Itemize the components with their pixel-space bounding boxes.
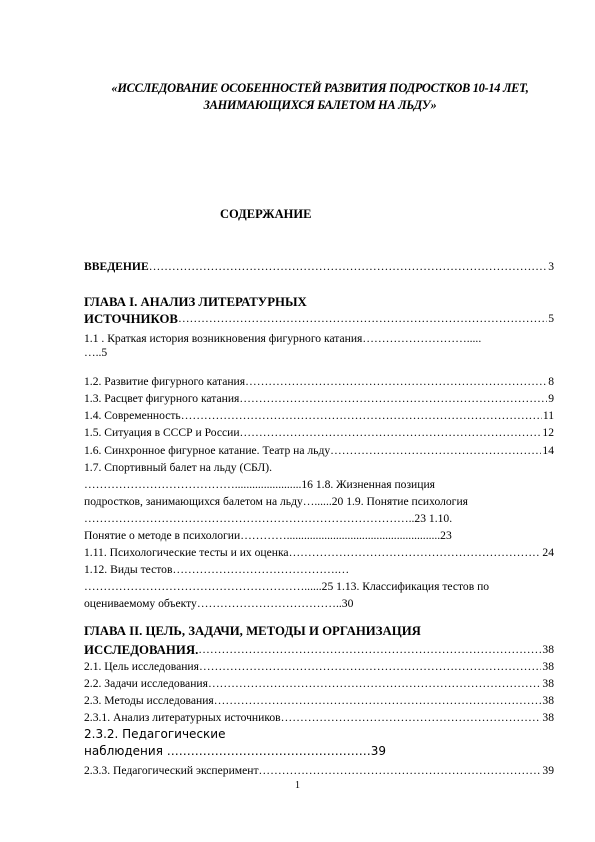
toc-entry-label: 1.5. Ситуация в СССР и России [84,426,240,439]
toc-entry-intro[interactable] [84,260,554,274]
toc-entry-page: 12 [542,426,554,439]
toc-entry-2-1[interactable] [84,660,554,674]
toc-entry-1-9-cont[interactable]: …………………………………………………………………………..23 1.10. [84,512,453,525]
toc-entry-page: 38 [542,660,554,673]
toc-entry-label: 2.3.3. Педагогический эксперимент [84,764,259,777]
toc-entry-label: 2.3.1. Анализ литературных источников [84,711,281,724]
toc-entry-1-7[interactable]: 1.7. Спортивный балет на льду (СБЛ). [84,461,273,474]
toc-entry-2-3-3[interactable] [84,764,554,778]
toc-entry-page: 11 [542,409,554,422]
toc-entry-page: 14 [542,444,554,457]
toc-entry-2-3[interactable] [84,694,554,708]
toc-entry-1-2[interactable] [84,375,554,389]
toc-entry-2-2[interactable] [84,677,554,691]
toc-entry-1-4[interactable] [84,409,554,423]
toc-entry-1-12[interactable]: 1.12. Виды тестов…………………………………….… [84,563,350,576]
toc-entry-2-3-2-cont[interactable]: наблюдения ……………………………………………39 [84,744,386,758]
toc-entry-page: 24 [542,546,554,559]
toc-entry-1-11[interactable] [84,546,554,560]
toc-entry-label: 1.6. Синхронное фигурное катание. Театр на льду [84,444,331,457]
toc-entry-1-5[interactable] [84,426,554,440]
toc-entry-label: 1.3. Расцвет фигурного катания [84,392,240,405]
toc-entry-1-13-cont[interactable]: оцениваемому объекту………………………………..30 [84,597,354,610]
toc-chapter-1-title: ГЛАВА I. АНАЛИЗ ЛИТЕРАТУРНЫХ [84,295,307,309]
toc-entry-1-3[interactable] [84,392,554,406]
toc-entry-page: 8 [548,375,554,388]
document-title-line-1: «ИССЛЕДОВАНИЕ ОСОБЕННОСТЕЙ РАЗВИТИЯ ПОДРОСТКОВ 10-14 ЛЕТ, [111,81,529,95]
toc-entry-page: 5 [548,312,554,325]
toc-entry-label: 2.3. Методы исследования [84,694,214,707]
document-title-line-2: ЗАНИМАЮЩИХСЯ БАЛЕТОМ НА ЛЬДУ» [203,98,437,112]
toc-entry-page: 9 [548,392,554,405]
toc-entry-label: 1.11. Психологические тесты и их оценка [84,546,289,559]
toc-entry-label: 1.4. Современность [84,409,181,422]
toc-entry-2-3-1[interactable] [84,711,554,725]
toc-entry-1-1[interactable]: 1.1 . Краткая история возникновения фигурного катания………………………..... [84,332,482,345]
toc-entry-page: 38 [542,643,554,656]
toc-entry-1-7-cont[interactable]: ………………………………….......................16 1.8. Жизненная позиция [84,478,435,491]
toc-entry-1-10[interactable]: Понятие о методе в психологии………….....................................................23 [84,529,452,542]
toc-entry-page: 3 [548,260,554,273]
toc-entry-page: 38 [542,711,554,724]
toc-entry-1-12-cont[interactable]: …………………………………………………......25 1.13. Классификация тестов по [84,580,490,593]
toc-entry-1-1-cont: …..5 [84,346,108,359]
toc-entry-chapter-1[interactable] [84,312,554,326]
toc-chapter-2-title: ГЛАВА II. ЦЕЛЬ, ЗАДАЧИ, МЕТОДЫ И ОРГАНИЗАЦИЯ [84,624,421,638]
toc-entry-label: ВВЕДЕНИЕ [84,260,149,273]
toc-entry-label: 2.1. Цель исследования [84,660,199,673]
toc-entry-label: ИССЛЕДОВАНИЯ. [84,643,199,657]
toc-entry-page: 39 [542,764,554,777]
toc-entry-label: 2.2. Задачи исследования [84,677,208,690]
toc-entry-chapter-2[interactable] [84,643,554,657]
toc-entry-1-8-cont[interactable]: подростков, занимающихся балетом на льду…......20 1.9. Понятие психология [84,495,468,508]
toc-entry-page: 38 [542,677,554,690]
toc-entry-label: ИСТОЧНИКОВ [84,312,178,326]
toc-heading: СОДЕРЖАНИЕ [220,207,312,221]
page-number: 1 [295,780,300,791]
toc-entry-label: 1.2. Развитие фигурного катания [84,375,246,388]
toc-entry-1-6[interactable] [84,444,554,458]
toc-entry-page: 38 [542,694,554,707]
toc-entry-2-3-2[interactable]: 2.3.2. Педагогические [84,727,226,741]
